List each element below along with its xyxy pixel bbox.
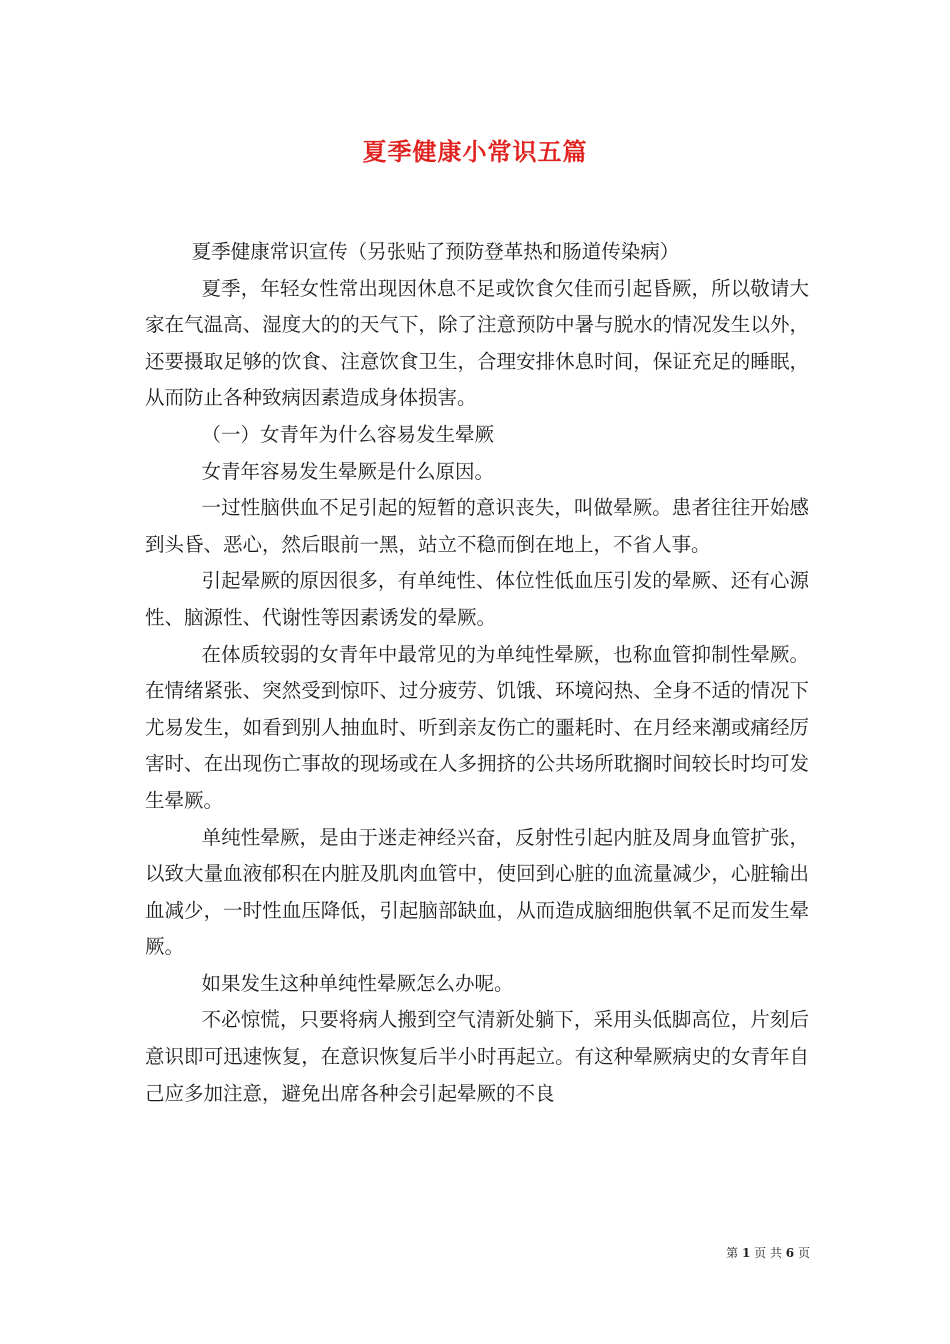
section-heading: （一）女青年为什么容易发生晕厥 bbox=[201, 422, 495, 446]
document-title: 夏季健康小常识五篇 bbox=[362, 137, 588, 166]
document-body bbox=[145, 234, 809, 1112]
paragraph: 引起晕厥的原因很多，有单纯性、体位性低血压引发的晕厥、还有心源性、脑源性、代谢性等因素诱发的晕厥。 bbox=[145, 569, 809, 629]
footer-middle: 页 共 bbox=[754, 1246, 782, 1260]
paragraph: 夏季，年轻女性常出现因休息不足或饮食欠佳而引起昏厥，所以敬请大家在气温高、湿度大的的天气下，除了注意预防中暑与脱水的情况发生以外，还要摄取足够的饮食、注意饮食卫生，合理安排休息时间，保证充足的睡眠，从而防止各种致病因素造成身体损害。 bbox=[145, 276, 809, 410]
footer-current-page: 1 bbox=[741, 1246, 751, 1260]
paragraph: 在体质较弱的女青年中最常见的为单纯性晕厥，也称血管抑制性晕厥。在情绪紧张、突然受到惊吓、过分疲劳、饥饿、环境闷热、全身不适的情况下尤易发生，如看到别人抽血时、听到亲友伤亡的噩耗时、在月经来潮或痛经厉害时、在出现伤亡事故的现场或在人多拥挤的公共场所耽搁时间较长时均可发生晕厥。 bbox=[145, 642, 809, 812]
footer-prefix: 第 bbox=[726, 1246, 739, 1260]
paragraph: 单纯性晕厥，是由于迷走神经兴奋，反射性引起内脏及周身血管扩张，以致大量血液郁积在内脏及肌肉血管中，使回到心脏的血流量减少，心脏输出血减少，一时性血压降低，引起脑部缺血，从而造成脑细胞供氧不足而发生晕厥。 bbox=[145, 825, 809, 959]
paragraph-intro: 夏季健康常识宣传（另张贴了预防登革热和肠道传染病） bbox=[191, 240, 680, 263]
paragraph: 一过性脑供血不足引起的短暂的意识丧失，叫做晕厥。患者往往开始感到头昏、恶心，然后眼前一黑，站立不稳而倒在地上，不省人事。 bbox=[145, 496, 809, 556]
page-number-footer bbox=[700, 1244, 810, 1261]
footer-total-pages: 6 bbox=[785, 1246, 795, 1260]
paragraph: 如果发生这种单纯性晕厥怎么办呢。 bbox=[201, 971, 514, 995]
paragraph: 女青年容易发生晕厥是什么原因。 bbox=[201, 459, 495, 483]
footer-suffix: 页 bbox=[797, 1246, 810, 1260]
paragraph: 不必惊慌，只要将病人搬到空气清新处躺下，采用头低脚高位，片刻后意识即可迅速恢复，在意识恢复后半小时再起立。有这种晕厥病史的女青年自己应多加注意，避免出席各种会引起晕厥的不良 bbox=[145, 1008, 809, 1105]
